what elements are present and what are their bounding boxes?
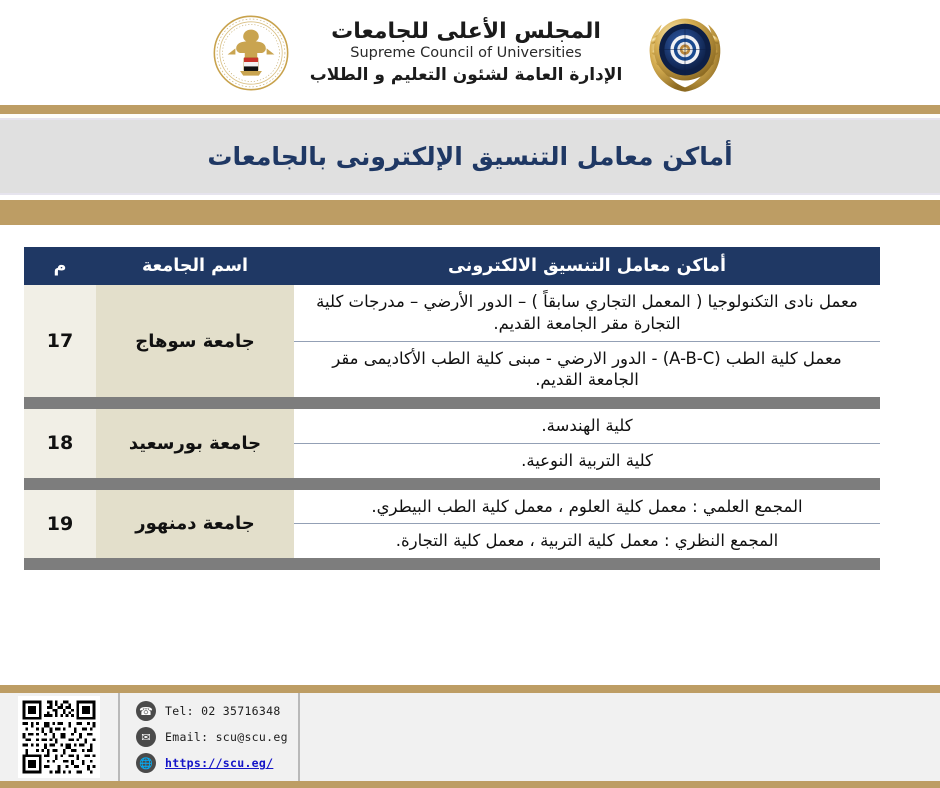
gold-divider-bottom xyxy=(0,200,940,225)
table-head xyxy=(24,247,880,285)
row-separator-bar xyxy=(24,478,880,490)
contact-list xyxy=(136,701,288,773)
footer-body xyxy=(0,693,940,788)
footer xyxy=(0,685,940,788)
cell-num: 18 xyxy=(24,409,96,478)
envelope-icon: ✉ xyxy=(136,727,156,747)
gold-divider-top xyxy=(0,105,940,114)
cell-location-1: كلية الهندسة. xyxy=(294,409,880,443)
table-row xyxy=(24,409,880,443)
masthead-inner xyxy=(212,10,729,96)
column-header-num: م xyxy=(24,247,96,285)
row-separator xyxy=(24,558,880,570)
row-separator xyxy=(24,478,880,490)
cell-university: جامعة سوهاج xyxy=(96,285,294,397)
row-separator-bar xyxy=(24,397,880,409)
cell-location-2: المجمع النظري : معمل كلية التربية ، معمل كلية التجارة. xyxy=(294,524,880,558)
coordination-labs-table xyxy=(24,247,880,570)
footer-gold-divider xyxy=(0,685,940,693)
contact-row-phone xyxy=(136,701,288,721)
footer-qr-block xyxy=(0,693,120,781)
globe-icon: 🌐 xyxy=(136,753,156,773)
website-link[interactable]: https://scu.eg/ xyxy=(165,756,274,770)
row-separator xyxy=(24,397,880,409)
phone-text: Tel: 02 35716348 xyxy=(165,704,281,718)
table-row xyxy=(24,285,880,341)
supreme-council-of-universities-seal-icon xyxy=(642,10,728,96)
cell-num: 17 xyxy=(24,285,96,397)
org-title-arabic: المجلس الأعلى للجامعات xyxy=(331,18,601,44)
masthead xyxy=(0,0,940,105)
cell-location-2: معمل كلية الطب (A-B-C) - الدور الارضي - مبنى كلية الطب الأكاديمى مقر الجامعة القديم. xyxy=(294,341,880,397)
cell-university: جامعة دمنهور xyxy=(96,490,294,559)
email-text: Email: scu@scu.eg xyxy=(165,730,288,744)
header-titles xyxy=(304,20,629,86)
column-header-university: اسم الجامعة xyxy=(96,247,294,285)
cell-num: 19 xyxy=(24,490,96,559)
footer-left-space xyxy=(300,693,940,781)
page-title: أماكن معامل التنسيق الإلكترونى بالجامعات xyxy=(207,142,733,171)
cell-location-1: المجمع العلمي : معمل كلية العلوم ، معمل كلية الطب البيطري. xyxy=(294,490,880,524)
cell-location-2: كلية التربية النوعية. xyxy=(294,443,880,477)
column-header-locations: أماكن معامل التنسيق الالكترونى xyxy=(294,247,880,285)
cell-university: جامعة بورسعيد xyxy=(96,409,294,478)
cell-location-1: معمل نادى التكنولوجيا ( المعمل التجاري سابقاً ) – الدور الأرضي – مدرجات كلية التجارة مقر الجامعة القديم. xyxy=(294,285,880,341)
page-title-band xyxy=(0,118,940,195)
contact-row-website[interactable] xyxy=(136,753,288,773)
qr-code-icon[interactable] xyxy=(18,696,100,778)
footer-contact-block xyxy=(120,693,300,781)
phone-icon: ☎ xyxy=(136,701,156,721)
table-container xyxy=(0,225,940,570)
table-header-row xyxy=(24,247,880,285)
table-body xyxy=(24,285,880,570)
ministry-of-higher-education-seal-icon xyxy=(212,14,290,92)
table-row xyxy=(24,490,880,524)
contact-row-email xyxy=(136,727,288,747)
department-title-arabic: الإدارة العامة لشئون التعليم و الطلاب xyxy=(309,65,623,86)
row-separator-bar xyxy=(24,558,880,570)
org-title-english: Supreme Council of Universities xyxy=(350,45,582,62)
